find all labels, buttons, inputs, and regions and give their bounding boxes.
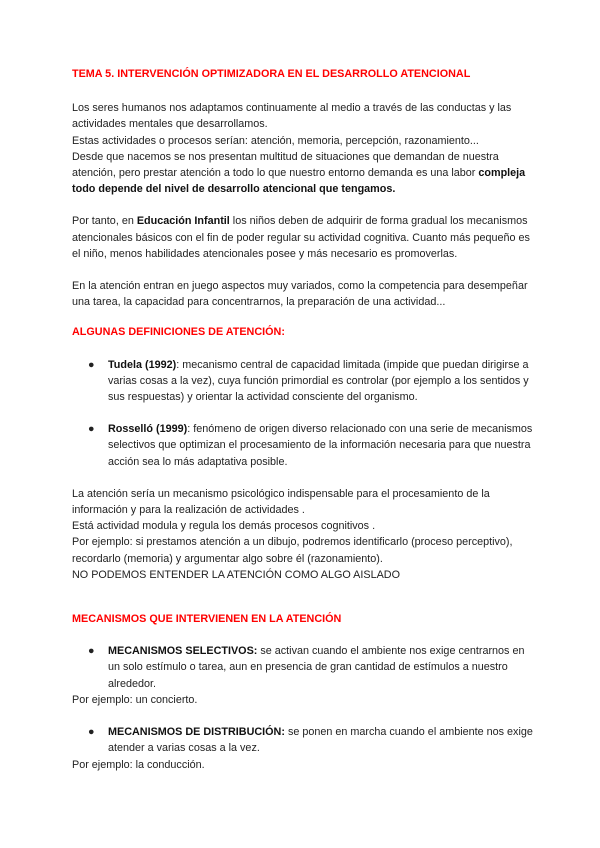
bullet-dot: ●	[88, 358, 95, 371]
mecanismos-heading: MECANISMOS QUE INTERVIENEN EN LA ATENCIÓN	[72, 613, 342, 626]
aspectos-paragraph: En la atención entran en juego aspectos muy variados, como la competencia para desempeñar una tarea, la capacidad para concentrarnos, la preparación de una actividad...	[72, 280, 528, 309]
mechanism-example: Por ejemplo: la conducción.	[72, 758, 205, 771]
intro-line-2: Estas actividades o procesos serían: atención, memoria, percepción, razonamiento...	[72, 134, 479, 147]
document-title: TEMA 5. INTERVENCIÓN OPTIMIZADORA EN EL DESARROLLO ATENCIONAL	[72, 68, 471, 80]
infantil-bold: Educación Infantil	[136, 215, 230, 228]
intro-line-3: Desde que nacemos se nos presentan multitud de situaciones que demandan de nuestra atención, pero prestar atención a todo lo que nuestro entorno demanda es una labor	[72, 150, 499, 180]
mechanism-name: MECANISMOS DE DISTRIBUCIÓN:	[108, 726, 285, 739]
infantil-pre: Por tanto, en	[72, 215, 137, 228]
intro-paragraph	[72, 100, 537, 197]
definition-text: : mecanismo central de capacidad limitada (impide que puedan dirigirse a varias cosas a la vez), cuya función primordial es controlar (por ejemplo a los sentidos y sus respuestas) y orientar la actividad consciente del organismo.	[108, 358, 529, 404]
resumen-line-3: Por ejemplo: si prestamos atención a un dibujo, podremos identificarlo (proceso perceptivo), recordarlo (memoria) y argumentar algo sobre él (razonamiento).	[72, 536, 513, 565]
list-item	[72, 724, 537, 756]
definiciones-list	[72, 357, 537, 470]
list-item	[72, 357, 537, 406]
resumen-line-4: NO PODEMOS ENTENDER LA ATENCIÓN COMO ALGO AISLADO	[72, 568, 400, 581]
infantil-post: los niños deben de adquirir de forma gradual los mecanismos atencionales básicos con el fin de poder regular su actividad cognitiva. Cuanto más pequeño es el niño, menos habilidades atencionales posee y más necesario es promoverlas.	[72, 215, 530, 260]
intro-line-1: Los seres humanos nos adaptamos continuamente al medio a través de las conductas y las actividades mentales que desarrollamos.	[72, 102, 512, 131]
list-item	[72, 643, 537, 692]
mecanismos-list	[72, 643, 537, 692]
definition-author: Tudela (1992)	[108, 358, 177, 371]
mechanism-example: Por ejemplo: un concierto.	[72, 693, 198, 706]
intro-line-3-bold: compleja todo depende del nivel de desarrollo atencional que tengamos.	[72, 167, 526, 196]
bullet-dot: ●	[88, 726, 95, 739]
definiciones-heading: ALGUNAS DEFINICIONES DE ATENCIÓN:	[72, 326, 285, 339]
mechanism-name: MECANISMOS SELECTIVOS:	[108, 645, 258, 658]
bullet-dot: ●	[88, 423, 95, 436]
resumen-line-1: La atención sería un mecanismo psicológico indispensable para el procesamiento de la información y para la realización de actividades .	[72, 487, 490, 517]
mecanismos-list-2	[72, 724, 537, 756]
resumen-paragraph	[72, 486, 537, 583]
resumen-line-2: Está actividad modula y regula los demás procesos cognitivos .	[72, 520, 376, 533]
infantil-paragraph	[72, 213, 537, 262]
bullet-dot: ●	[88, 645, 95, 658]
list-item	[72, 421, 537, 470]
mechanism-text: se ponen en marcha cuando el ambiente nos exige atender a varias cosas a la vez.	[108, 726, 533, 755]
document-page	[72, 66, 537, 773]
mechanism-text: se activan cuando el ambiente nos exige centrarnos en un solo estímulo o tarea, aun en presencia de gran cantidad de estímulos a nuestro alrededor.	[108, 645, 525, 690]
definition-text: : fenómeno de origen diverso relacionado con una serie de mecanismos selectivos que optimizan el procesamiento de la información necesaria para que nuestra acción sea lo más adaptativa posible.	[108, 423, 533, 468]
definition-author: Rosselló (1999)	[108, 423, 188, 436]
